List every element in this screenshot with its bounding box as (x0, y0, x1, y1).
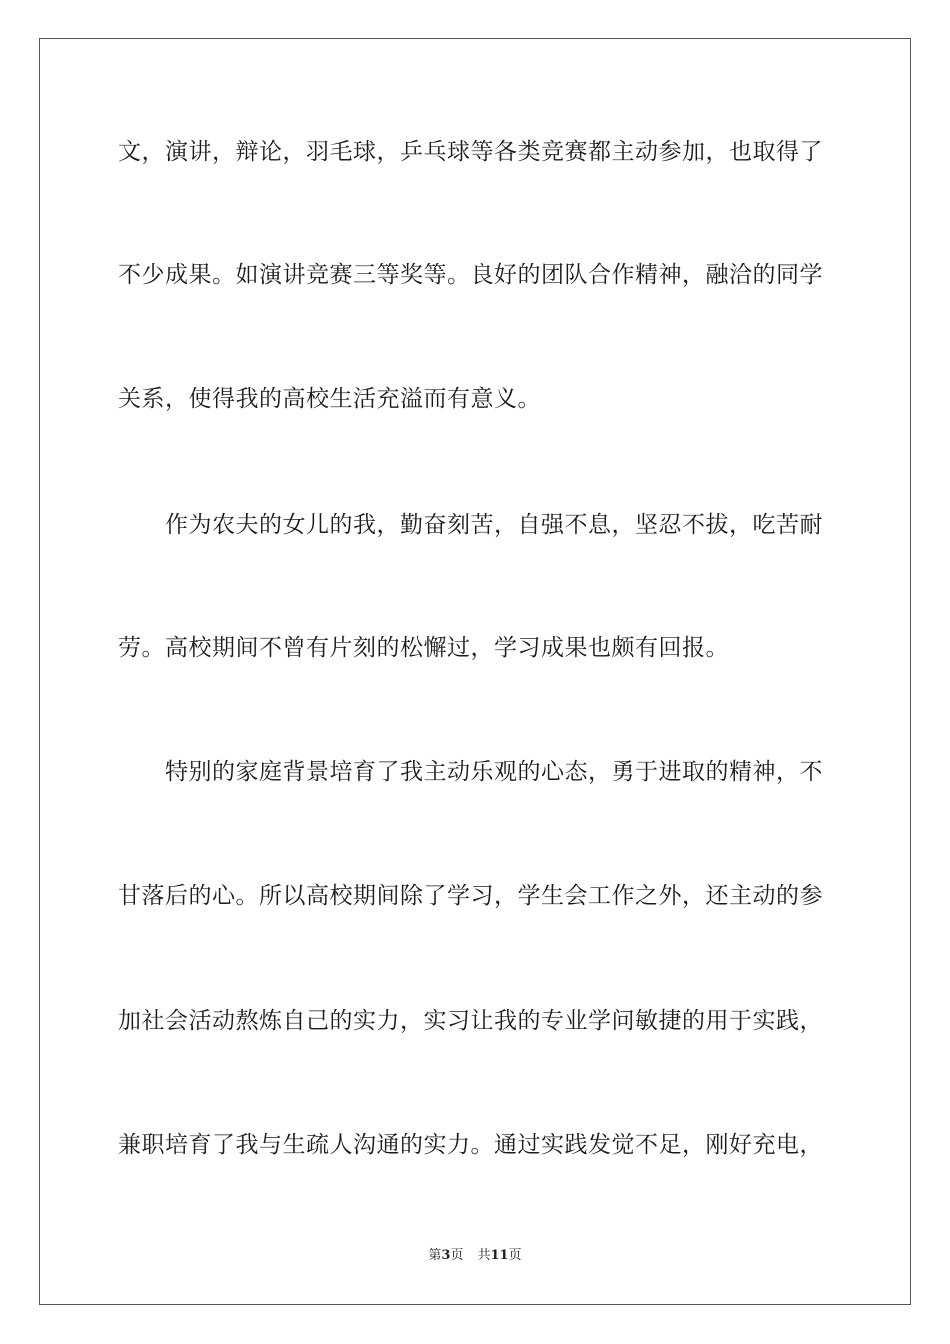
page-number: 3 (441, 1248, 451, 1263)
body-line-8: 加社会活动熬炼自己的实力，实习让我的专业学问敏捷的用于实践， (118, 1008, 823, 1034)
body-line-9: 兼职培育了我与生疏人沟通的实力。通过实践发觉不足，刚好充电， (118, 1132, 823, 1158)
total-prefix: 共 (477, 1248, 491, 1263)
body-line-1: 文，演讲，辩论，羽毛球，乒乓球等各类竞赛都主动参加，也取得了 (118, 139, 823, 165)
body-line-5: 劳。高校期间不曾有片刻的松懈过，学习成果也颇有回报。 (118, 635, 729, 661)
page-border (39, 38, 911, 1305)
total-pages: 11 (490, 1248, 509, 1263)
total-suffix: 页 (508, 1248, 522, 1263)
body-line-4: 作为农夫的女儿的我，勤奋刻苦，自强不息，坚忍不拔，吃苦耐 (118, 512, 823, 538)
page-footer (0, 1248, 950, 1264)
body-line-7: 甘落后的心。所以高校期间除了学习，学生会工作之外，还主动的参 (118, 883, 823, 909)
page-suffix: 页 (450, 1248, 464, 1263)
body-line-6: 特别的家庭背景培育了我主动乐观的心态，勇于进取的精神，不 (118, 759, 823, 785)
body-line-3: 关系，使得我的高校生活充溢而有意义。 (118, 386, 541, 412)
body-line-2: 不少成果。如演讲竞赛三等奖等。良好的团队合作精神，融洽的同学 (118, 262, 823, 288)
page-prefix: 第 (428, 1248, 442, 1263)
